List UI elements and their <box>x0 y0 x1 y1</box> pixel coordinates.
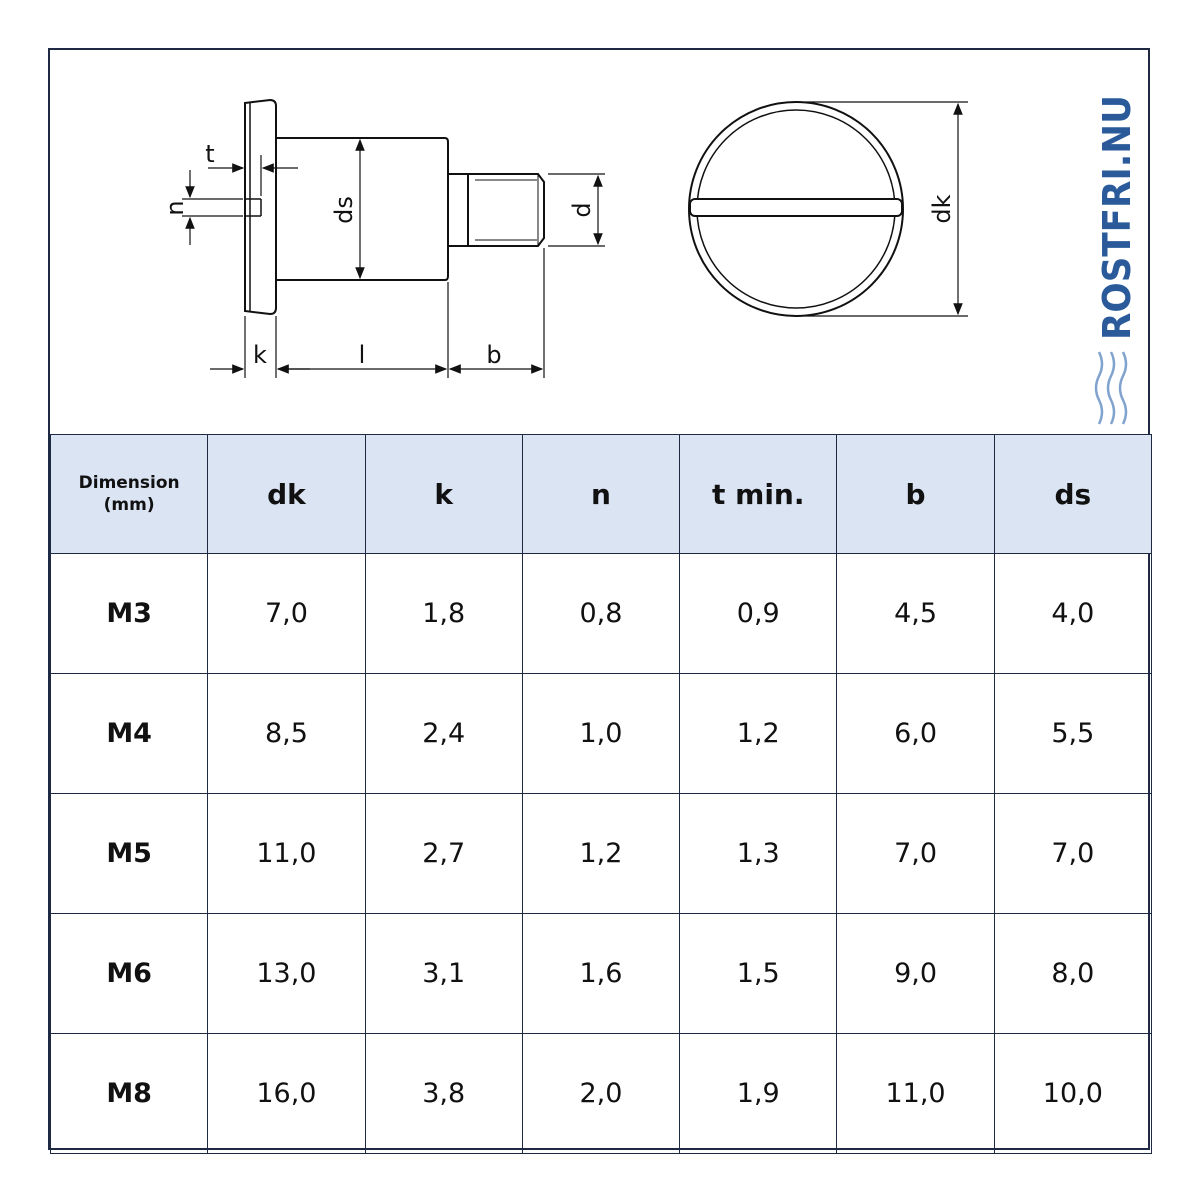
label-n: n <box>161 200 189 216</box>
cell-n: 0,8 <box>522 554 679 674</box>
label-d: d <box>568 202 596 218</box>
table-row <box>51 914 1152 1034</box>
cell-b: 6,0 <box>837 674 994 794</box>
front-view <box>689 102 903 316</box>
cell-ds: 5,5 <box>994 674 1151 794</box>
cell-k: 3,1 <box>365 914 522 1034</box>
row-size: M3 <box>51 554 208 674</box>
cell-b: 4,5 <box>837 554 994 674</box>
spec-sheet <box>48 48 1150 1150</box>
header-dimension <box>51 435 208 554</box>
cell-b: 9,0 <box>837 914 994 1034</box>
cell-t-min: 1,5 <box>680 914 837 1034</box>
side-view <box>245 100 544 314</box>
cell-dk: 11,0 <box>208 794 365 914</box>
front-labels <box>928 194 956 223</box>
row-size: M5 <box>51 794 208 914</box>
cell-t-min: 0,9 <box>680 554 837 674</box>
header-k: k <box>365 435 522 554</box>
cell-n: 1,6 <box>522 914 679 1034</box>
cell-t-min: 1,2 <box>680 674 837 794</box>
cell-dk: 8,5 <box>208 674 365 794</box>
row-size: M6 <box>51 914 208 1034</box>
cell-ds: 10,0 <box>994 1034 1151 1154</box>
screw-drawing <box>50 50 1152 436</box>
table-row <box>51 554 1152 674</box>
table-row <box>51 1034 1152 1154</box>
header-b: b <box>837 435 994 554</box>
header-n: n <box>522 435 679 554</box>
row-size: M8 <box>51 1034 208 1154</box>
cell-t-min: 1,3 <box>680 794 837 914</box>
cell-ds: 8,0 <box>994 914 1151 1034</box>
row-size: M4 <box>51 674 208 794</box>
header-dk: dk <box>208 435 365 554</box>
table-row <box>51 794 1152 914</box>
label-l: l <box>358 341 366 369</box>
label-k: k <box>253 341 267 369</box>
cell-k: 2,4 <box>365 674 522 794</box>
header-dimension-line2: (mm) <box>103 495 155 515</box>
technical-drawing <box>50 50 1152 436</box>
header-t-min: t min. <box>680 435 837 554</box>
table-row <box>51 674 1152 794</box>
brand-logo <box>1085 90 1145 440</box>
cell-b: 7,0 <box>837 794 994 914</box>
cell-n: 2,0 <box>522 1034 679 1154</box>
cell-k: 2,7 <box>365 794 522 914</box>
header-ds: ds <box>994 435 1151 554</box>
cell-n: 1,2 <box>522 794 679 914</box>
cell-dk: 16,0 <box>208 1034 365 1154</box>
cell-k: 3,8 <box>365 1034 522 1154</box>
cell-ds: 4,0 <box>994 554 1151 674</box>
cell-k: 1,8 <box>365 554 522 674</box>
table-header-row <box>51 435 1152 554</box>
wave-icon <box>1096 352 1126 424</box>
cell-dk: 13,0 <box>208 914 365 1034</box>
cell-n: 1,0 <box>522 674 679 794</box>
brand-text: ROSTFRI.NU <box>1095 90 1139 340</box>
label-dk: dk <box>928 194 956 224</box>
label-ds: ds <box>330 196 358 224</box>
cell-t-min: 1,9 <box>680 1034 837 1154</box>
label-b: b <box>486 341 502 369</box>
cell-dk: 7,0 <box>208 554 365 674</box>
cell-ds: 7,0 <box>994 794 1151 914</box>
cell-b: 11,0 <box>837 1034 994 1154</box>
dimension-table <box>50 434 1152 1154</box>
label-t: t <box>205 140 215 168</box>
header-dimension-line1: Dimension <box>78 473 180 493</box>
